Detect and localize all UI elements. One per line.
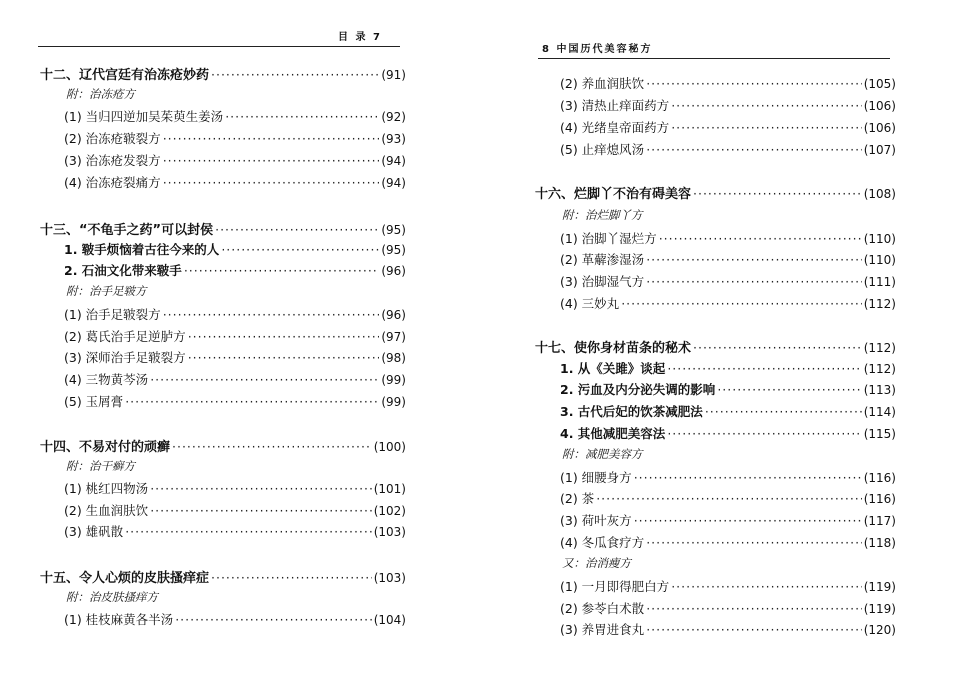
- dot-leader: [646, 142, 862, 157]
- toc-item-entry[interactable]: [560, 620, 896, 638]
- toc-entry-title: 十二、辽代宫廷有治冻疮妙药: [40, 68, 210, 83]
- toc-section-entry[interactable]: [535, 337, 896, 356]
- toc-section-entry[interactable]: [40, 567, 406, 586]
- toc-subsection-entry[interactable]: [560, 402, 896, 420]
- dot-leader: [163, 153, 380, 168]
- toc-entry-title: (3) 清热止痒面药方: [560, 98, 670, 113]
- dot-leader: [667, 426, 861, 441]
- toc-entry-title: (1) 桂枝麻黄各半汤: [64, 612, 174, 627]
- dot-leader: [646, 76, 862, 91]
- toc-page-number: (103): [373, 571, 406, 585]
- dot-leader: [163, 175, 380, 190]
- toc-section-entry[interactable]: [40, 219, 406, 238]
- dot-leader: [717, 382, 861, 397]
- right-page: [480, 0, 969, 675]
- appendix-label: 附：治手足皲方: [66, 284, 147, 298]
- toc-page-number: (118): [863, 536, 896, 550]
- toc-item-entry[interactable]: [64, 370, 406, 388]
- toc-item-entry[interactable]: [560, 250, 896, 268]
- toc-page-number: (106): [863, 99, 896, 113]
- toc-page-number: (119): [863, 580, 896, 594]
- dot-leader: [150, 503, 372, 518]
- dot-leader: [211, 570, 372, 585]
- toc-entry-title: (4) 光绪皇帝面药方: [560, 120, 670, 135]
- toc-page-number: (113): [863, 383, 896, 397]
- toc-item-entry[interactable]: [560, 118, 896, 136]
- toc-entry-title: (3) 养胃进食丸: [560, 622, 645, 637]
- dot-leader: [671, 579, 862, 594]
- toc-item-entry[interactable]: [64, 305, 406, 323]
- toc-entry-title: 2. 污血及内分泌失调的影响: [560, 382, 716, 397]
- toc-subsection-entry[interactable]: [560, 359, 896, 377]
- toc-entry-title: 1. 皲手烦恼着古往今来的人: [64, 242, 220, 257]
- toc-entry-title: (5) 玉屑膏: [64, 394, 124, 409]
- dot-leader: [225, 109, 379, 124]
- toc-entry-title: 十三、“不龟手之药”可以封侯: [40, 223, 214, 238]
- toc-page-number: (115): [863, 427, 896, 441]
- toc-entry-title: 十五、令人心烦的皮肤搔痒症: [40, 571, 210, 586]
- toc-entry-title: (4) 治冻疮裂痛方: [64, 175, 161, 190]
- toc-page-number: (112): [863, 297, 896, 311]
- toc-page-number: (107): [863, 143, 896, 157]
- toc-item-entry[interactable]: [64, 129, 406, 147]
- dot-leader: [646, 274, 862, 289]
- toc-section-entry[interactable]: [40, 64, 406, 83]
- toc-section-entry[interactable]: [535, 183, 896, 202]
- toc-page-number: (112): [863, 341, 896, 355]
- toc-page-number: (100): [373, 440, 406, 454]
- toc-item-entry[interactable]: [560, 229, 896, 247]
- toc-entry-title: (4) 三物黄芩汤: [64, 372, 149, 387]
- toc-page-number: (91): [381, 68, 406, 82]
- toc-entry-title: 4. 其他减肥美容法: [560, 426, 666, 441]
- toc-subsection-entry[interactable]: [560, 380, 896, 398]
- toc-page-number: (106): [863, 121, 896, 135]
- toc-item-entry[interactable]: [64, 107, 406, 125]
- appendix-label: 附：治烂脚丫方: [562, 208, 643, 222]
- toc-page-number: (99): [381, 373, 406, 387]
- dot-leader: [646, 601, 862, 616]
- toc-item-entry[interactable]: [560, 96, 896, 114]
- toc-item-entry[interactable]: [560, 74, 896, 92]
- toc-page-number: (95): [381, 223, 406, 237]
- toc-entry-title: (3) 雄矾散: [64, 524, 124, 539]
- toc-subsection-entry[interactable]: [64, 261, 406, 279]
- dot-leader: [621, 296, 862, 311]
- appendix-label: 又：治消瘦方: [562, 556, 631, 570]
- dot-leader: [188, 329, 380, 344]
- toc-item-entry[interactable]: [560, 577, 896, 595]
- dot-leader: [172, 439, 372, 454]
- toc-entry-title: (3) 荷叶灰方: [560, 513, 632, 528]
- toc-entry-title: (3) 治脚湿气方: [560, 274, 645, 289]
- dot-leader: [667, 361, 861, 376]
- header-rule: [538, 58, 890, 59]
- toc-item-entry[interactable]: [560, 468, 896, 486]
- toc-entry-title: 2. 石油文化带来皲手: [64, 263, 182, 278]
- toc-item-entry[interactable]: [560, 489, 896, 507]
- toc-page-number: (95): [381, 243, 406, 257]
- toc-item-entry[interactable]: [64, 173, 406, 191]
- toc-page-number: (110): [863, 232, 896, 246]
- right-page-header: 8 中国历代美容秘方: [542, 44, 653, 55]
- toc-item-entry[interactable]: [64, 151, 406, 169]
- dot-leader: [163, 307, 380, 322]
- toc-subsection-entry[interactable]: [560, 424, 896, 442]
- toc-entry-title: (1) 当归四逆加吴茱萸生姜汤: [64, 109, 224, 124]
- dot-leader: [646, 252, 862, 267]
- dot-leader: [634, 513, 862, 528]
- toc-page-number: (116): [863, 492, 896, 506]
- toc-item-entry[interactable]: [560, 599, 896, 617]
- dot-leader: [671, 120, 862, 135]
- toc-item-entry[interactable]: [560, 294, 896, 312]
- dot-leader: [125, 524, 372, 539]
- dot-leader: [646, 622, 862, 637]
- dot-leader: [221, 242, 379, 257]
- toc-entry-title: (3) 治冻疮发裂方: [64, 153, 161, 168]
- toc-item-entry[interactable]: [64, 348, 406, 366]
- dot-leader: [125, 394, 379, 409]
- toc-entry-title: (2) 养血润肤饮: [560, 76, 645, 91]
- toc-entry-title: (1) 治手足皲裂方: [64, 307, 161, 322]
- toc-entry-title: (3) 深师治手足皲裂方: [64, 350, 186, 365]
- toc-page-number: (98): [381, 351, 406, 365]
- toc-page-number: (102): [373, 504, 406, 518]
- toc-page-number: (116): [863, 471, 896, 485]
- toc-entry-title: 1. 从《关雎》谈起: [560, 361, 666, 376]
- toc-page-number: (99): [381, 395, 406, 409]
- toc-item-entry[interactable]: [64, 501, 406, 519]
- appendix-label: 附：减肥美容方: [562, 447, 643, 461]
- dot-leader: [646, 535, 862, 550]
- toc-page-number: (97): [381, 330, 406, 344]
- dot-leader: [184, 263, 380, 278]
- toc-page-number: (110): [863, 253, 896, 267]
- toc-entry-title: (2) 茶: [560, 491, 595, 506]
- toc-item-entry[interactable]: [64, 392, 406, 410]
- toc-page-number: (101): [373, 482, 406, 496]
- toc-page-number: (112): [863, 362, 896, 376]
- dot-leader: [188, 350, 380, 365]
- toc-item-entry[interactable]: [64, 479, 406, 497]
- dot-leader: [705, 404, 862, 419]
- toc-entry-title: 十六、烂脚丫不治有碍美容: [535, 187, 692, 202]
- toc-page-number: (96): [381, 308, 406, 322]
- toc-entry-title: (1) 桃红四物汤: [64, 481, 149, 496]
- toc-entry-title: (2) 革薢渗湿汤: [560, 252, 645, 267]
- appendix-label: 附：治皮肤搔痒方: [66, 590, 158, 604]
- dot-leader: [150, 481, 372, 496]
- header-rule: [38, 46, 400, 47]
- toc-entry-title: 3. 古代后妃的饮茶减肥法: [560, 404, 703, 419]
- toc-entry-title: (5) 止痒熄风汤: [560, 142, 645, 157]
- dot-leader: [693, 186, 862, 201]
- toc-page-number: (111): [863, 275, 896, 289]
- dot-leader: [634, 470, 862, 485]
- toc-entry-title: (4) 冬瓜食疗方: [560, 535, 645, 550]
- toc-page-number: (114): [863, 405, 896, 419]
- toc-page-number: (108): [863, 187, 896, 201]
- toc-page-number: (92): [381, 110, 406, 124]
- toc-item-entry[interactable]: [560, 272, 896, 290]
- toc-subsection-entry[interactable]: [64, 240, 406, 258]
- toc-entry-title: 十七、使你身材苗条的秘术: [535, 341, 692, 356]
- appendix-label: 附：治干癣方: [66, 459, 135, 473]
- toc-item-entry[interactable]: [560, 511, 896, 529]
- toc-section-entry[interactable]: [40, 436, 406, 455]
- dot-leader: [163, 131, 380, 146]
- left-page-header: 目 录 7: [338, 32, 382, 43]
- toc-page-number: (119): [863, 602, 896, 616]
- dot-leader: [215, 222, 379, 237]
- toc-entry-title: (2) 参苓白术散: [560, 601, 645, 616]
- dot-leader: [671, 98, 862, 113]
- toc-item-entry[interactable]: [560, 533, 896, 551]
- dot-leader: [693, 340, 862, 355]
- toc-entry-title: 十四、不易对付的顽癣: [40, 440, 171, 455]
- dot-leader: [659, 231, 862, 246]
- toc-page-number: (93): [381, 132, 406, 146]
- toc-page-number: (94): [381, 154, 406, 168]
- toc-item-entry[interactable]: [560, 140, 896, 158]
- toc-entry-title: (4) 三妙丸: [560, 296, 620, 311]
- toc-entry-title: (2) 葛氏治手足逆胪方: [64, 329, 186, 344]
- dot-leader: [596, 491, 862, 506]
- toc-item-entry[interactable]: [64, 327, 406, 345]
- toc-item-entry[interactable]: [64, 610, 406, 628]
- toc-page-number: (117): [863, 514, 896, 528]
- toc-entry-title: (1) 一月即得肥白方: [560, 579, 670, 594]
- toc-page-number: (94): [381, 176, 406, 190]
- left-page: [0, 0, 480, 675]
- toc-entry-title: (2) 治冻疮皲裂方: [64, 131, 161, 146]
- toc-entry-title: (1) 治脚丫湿烂方: [560, 231, 657, 246]
- toc-page-number: (103): [373, 525, 406, 539]
- appendix-label: 附：治冻疮方: [66, 87, 135, 101]
- toc-entry-title: (2) 生血润肤饮: [64, 503, 149, 518]
- toc-page-number: (104): [373, 613, 406, 627]
- toc-entry-title: (1) 细腰身方: [560, 470, 632, 485]
- dot-leader: [175, 612, 372, 627]
- toc-page-number: (120): [863, 623, 896, 637]
- dot-leader: [211, 67, 379, 82]
- toc-item-entry[interactable]: [64, 522, 406, 540]
- dot-leader: [150, 372, 379, 387]
- toc-page-number: (105): [863, 77, 896, 91]
- toc-page-number: (96): [381, 264, 406, 278]
